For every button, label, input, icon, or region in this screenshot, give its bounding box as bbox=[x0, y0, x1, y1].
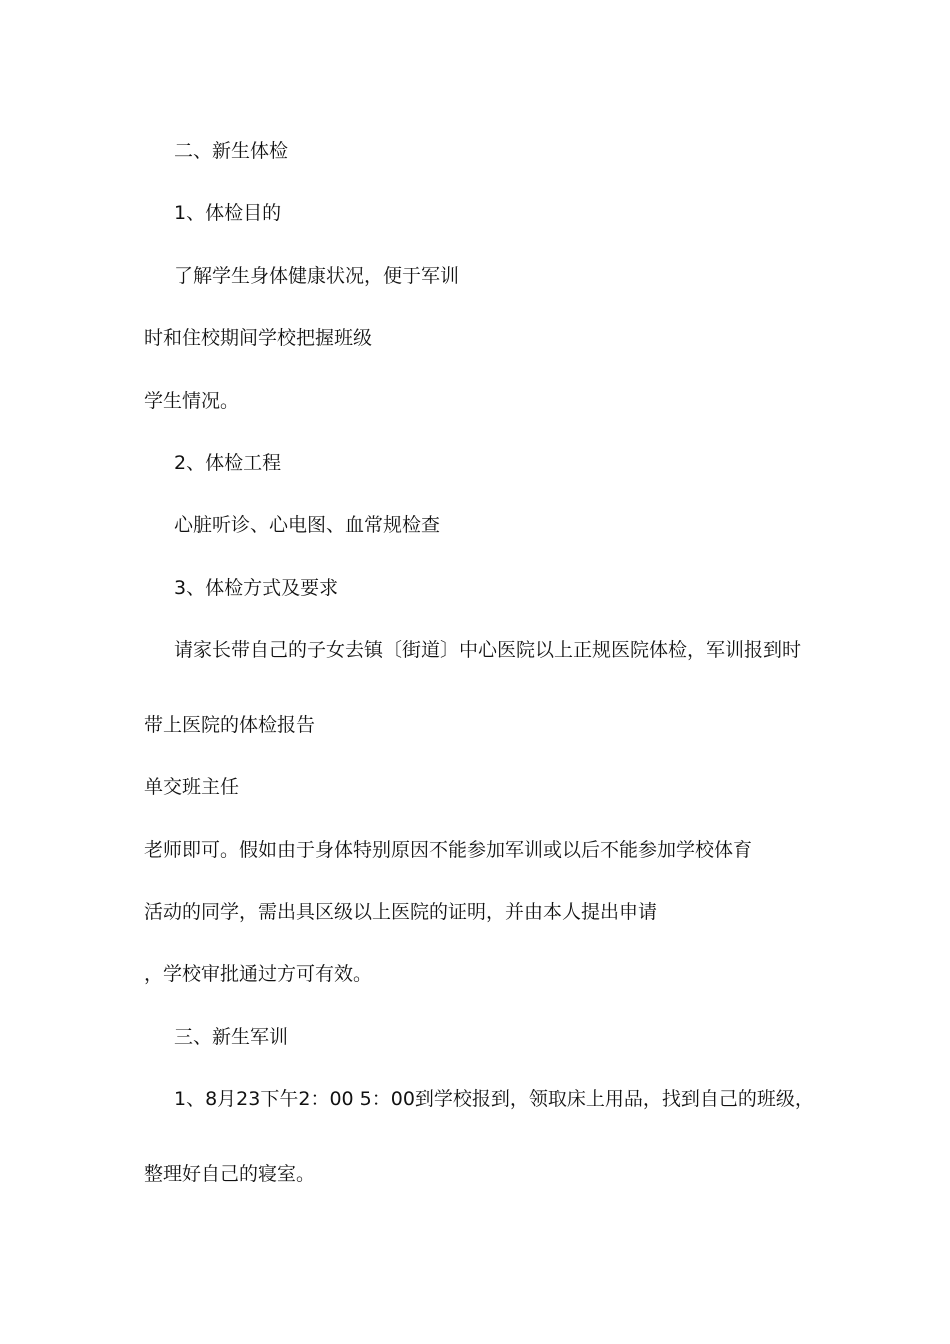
paragraph-line: 带上医院的体检报告 bbox=[144, 714, 316, 736]
section-heading-physical-exam: 二、新生体检 bbox=[174, 140, 289, 162]
paragraph-line: 整理好自己的寝室。 bbox=[144, 1163, 316, 1185]
paragraph-line: 心脏听诊、心电图、血常规检查 bbox=[174, 514, 441, 536]
paragraph-line: 了解学生身体健康状况，便于军训 bbox=[174, 265, 460, 287]
paragraph-line: 单交班主任 bbox=[144, 776, 240, 798]
paragraph-line: 学生情况。 bbox=[144, 390, 240, 412]
paragraph-line: ，学校审批通过方可有效。 bbox=[144, 963, 373, 985]
paragraph-line: 1、8月23下午2：00 5：00到学校报到，领取床上用品，找到自己的班级， bbox=[174, 1088, 814, 1110]
paragraph-line: 老师即可。假如由于身体特别原因不能参加军训或以后不能参加学校体育 bbox=[144, 839, 753, 861]
section-heading-military-training: 三、新生军训 bbox=[174, 1026, 289, 1048]
subheading-exam-purpose: 1、体检目的 bbox=[174, 202, 282, 224]
paragraph-line: 活动的同学，需出具区级以上医院的证明，并由本人提出申请 bbox=[144, 901, 658, 923]
subheading-exam-items: 2、体检工程 bbox=[174, 452, 282, 474]
subheading-exam-method: 3、体检方式及要求 bbox=[174, 577, 339, 599]
paragraph-line: 请家长带自己的子女去镇〔街道〕中心医院以上正规医院体检，军训报到时 bbox=[174, 639, 802, 661]
paragraph-line: 时和住校期间学校把握班级 bbox=[144, 327, 373, 349]
